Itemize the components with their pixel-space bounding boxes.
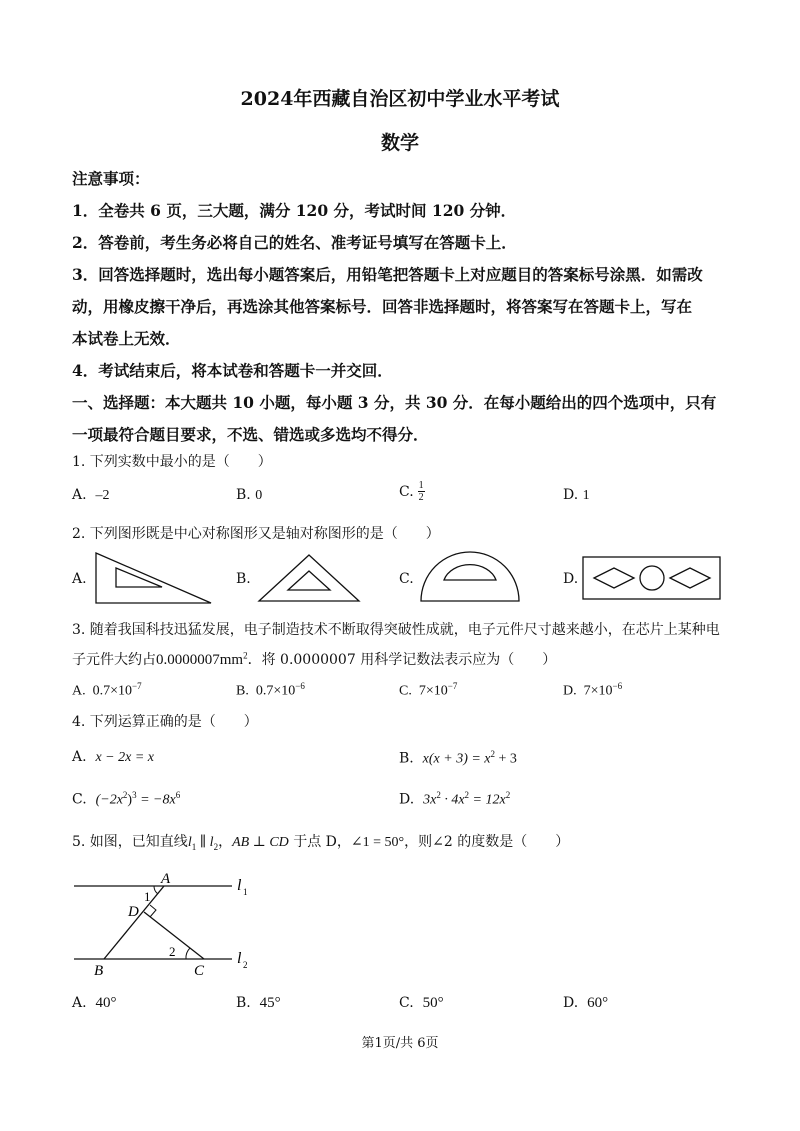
q5-geometry-figure [66,868,266,980]
question-5-stem: 5. 如图，已知直线$l_1$ ∥ $l_2$，AB ⊥ CD 于点 D，∠1 = 50°，则∠2 的度数是（ ） [72,834,570,852]
label-l2-subscript: 2 [243,960,248,970]
notice-item-3: 3．回答选择题时，选出每小题答案后，用铅笔把答题卡上对应题目的答案标号涂黑．如需改 [72,265,703,284]
section-heading: 一、选择题：本大题共 10 小题，每小题 3 分，共 30 分．在每小题给出的四个选项中，只有 [72,393,717,412]
q2-figure-b-isosceles-triangle [256,552,362,604]
q2-option-c-label[interactable]: C. [399,571,414,587]
label-c: C [194,963,205,979]
question-2-stem: 2. 下列图形既是中心对称图形又是轴对称图形的是（ ） [72,526,440,542]
fraction-one-half: $\frac{1}{2}$ [418,480,424,503]
label-angle-1: 1 [144,889,151,904]
q3-option-d[interactable]: D. $7\times 10^{-6}$ [563,681,623,699]
q1-option-d[interactable]: D. 1 [563,487,590,503]
label-l2: l [237,950,242,967]
q4-option-d[interactable]: D. $3x^2 \cdot 4x^2 = 12x^2$ [399,790,511,808]
label-angle-2: 2 [169,944,176,959]
notice-heading: 注意事项： [72,169,150,188]
q2-option-b-label[interactable]: B. [236,571,251,587]
q5-option-c[interactable]: C. 50° [399,995,444,1011]
notice-item-2: 2．答卷前，考生务必将自己的姓名、准考证号填写在答题卡上． [72,233,517,252]
label-l1-subscript: 1 [243,887,248,897]
q1-option-a[interactable]: A. –2 [72,487,110,503]
question-3-stem-line1: 3. 随着我国科技迅猛发展，电子制造技术不断取得突破性成就，电子元件尺寸越来越小，在芯片上某种电 [72,622,720,638]
q2-figure-c-protractor [418,547,522,605]
exam-subject: 数学 [380,132,419,154]
q3-option-a[interactable]: A. $0.7\times 10^{-7}$ [72,681,142,699]
q5-option-b[interactable]: B. 45° [236,995,281,1011]
angle-2-arc [186,948,190,959]
exam-title: 2024年西藏自治区初中学业水平考试 [240,88,560,110]
q3-option-b[interactable]: B. $0.7\times 10^{-6}$ [236,681,305,699]
q3-option-c[interactable]: C. $7\times 10^{-7}$ [399,681,458,699]
page-number: 第1页/共 6页 [361,1036,439,1051]
question-4-stem: 4. 下列运算正确的是（ ） [72,714,258,730]
angle-1-arc [154,886,158,894]
notice-item-4: 4．考试结束后，将本试卷和答题卡一并交回． [72,361,393,380]
question-3-stem-line2: 子元件大约占$0.0000007mm^2$．将 0.0000007 用科学记数法表示应为（ ） [72,650,557,668]
right-angle-mark [150,905,156,917]
q4-option-b[interactable]: B. $x(x + 3) = x^2 + 3$ [399,749,517,767]
q5-option-a[interactable]: A. 40° [72,995,117,1011]
q2-figure-d-rectangle-pattern [582,556,722,600]
q5-option-d[interactable]: D. 60° [563,995,609,1011]
notice-item-1: 1．全卷共 6 页，三大题，满分 120 分，考试时间 120 分钟． [72,201,517,220]
question-1-stem: 1. 下列实数中最小的是（ ） [72,454,272,470]
label-d: D [128,904,139,920]
q4-option-c[interactable]: C. $(-2x^2)^3 = -8x^6$ [72,790,181,808]
label-b: B [94,963,104,979]
segment-ab [104,886,164,959]
q2-option-a-label[interactable]: A. [72,571,87,587]
notice-item-3-end: 本试卷上无效． [72,329,181,348]
q1-option-b[interactable]: B. 0 [236,487,263,503]
section-heading-cont: 一项最符合题目要求，不选、错选或多选均不得分． [72,425,429,444]
q1-option-c[interactable]: C. $\frac{1}{2}$ [399,480,424,503]
label-l1: l [237,877,242,894]
label-a: A [161,871,171,887]
q2-figure-a-right-triangle [92,550,216,606]
notice-item-3-cont: 动，用橡皮擦干净后，再选涂其他答案标号．回答非选择题时，将答案写在答题卡上，写在 [72,297,693,316]
q4-option-a[interactable]: A. x − 2x = x [72,749,155,765]
q2-option-d-label[interactable]: D. [563,571,579,587]
